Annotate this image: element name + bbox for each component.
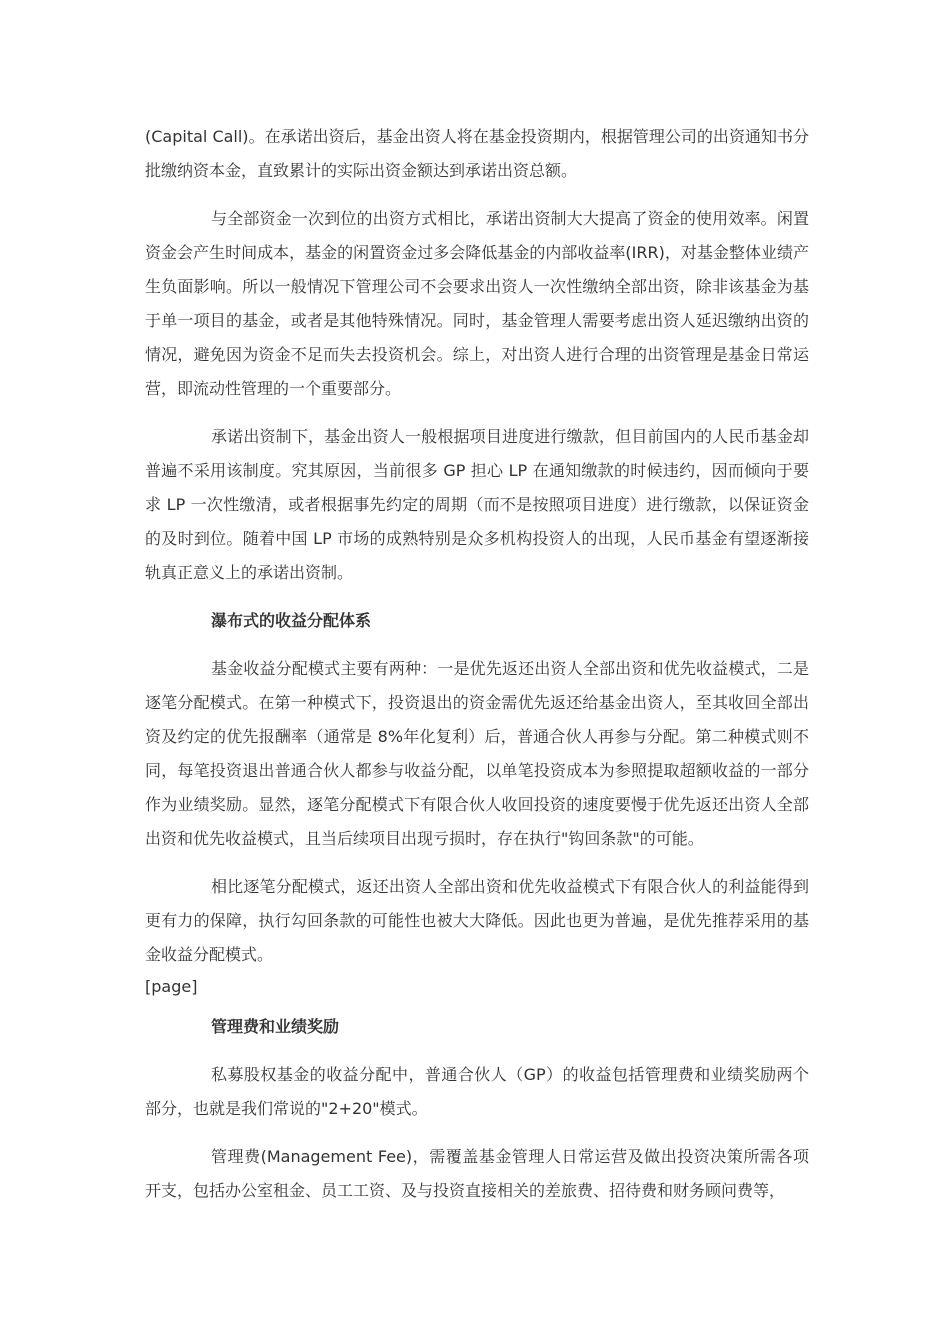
page-marker: [page] [145, 977, 198, 996]
document-page [145, 120, 809, 1208]
paragraph-gp-income: 私募股权基金的收益分配中，普通合伙人（GP）的收益包括管理费和业绩奖励两个部分，也就是我们常说的"2+20"模式。 [145, 1065, 809, 1118]
paragraph-efficiency: 与全部资金一次到位的出资方式相比，承诺出资制大大提高了资金的使用效率。闲置资金会产生时间成本，基金的闲置资金过多会降低基金的内部收益率(IRR)，对基金整体业绩产生负面影响。所以一般情况下管理公司不会要求出资人一次性缴纳全部出资，除非该基金为基于单一项目的基金，或者是其他特殊情况。同时，基金管理人需要考虑出资人延迟缴纳出资的情况，避免因为资金不足而失去投资机会。综上，对出资人进行合理的出资管理是基金日常运营，即流动性管理的一个重要部分。 [145, 209, 809, 398]
paragraph-rmb-funds: 承诺出资制下，基金出资人一般根据项目进度进行缴款，但目前国内的人民币基金却普遍不采用该制度。究其原因，当前很多 GP 担心 LP 在通知缴款的时候违约，因而倾向于要求 LP 一次性缴清，或者根据事先约定的周期（而不是按照项目进度）进行缴款，以保证资金的及时到位。随着中国 LP 市场的成熟特别是众多机构投资人的出现，人民币基金有望逐渐接轨真正意义上的承诺出资制。 [145, 427, 809, 582]
paragraph-capital-call: (Capital Call)。在承诺出资后，基金出资人将在基金投资期内，根据管理公司的出资通知书分批缴纳资本金，直致累计的实际出资金额达到承诺出资总额。 [145, 127, 809, 180]
section-heading-waterfall: 瀑布式的收益分配体系 [211, 611, 372, 630]
section-heading-fees: 管理费和业绩奖励 [211, 1017, 340, 1036]
paragraph-comparison: 相比逐笔分配模式，返还出资人全部出资和优先收益模式下有限合伙人的利益能得到更有力的保障，执行勾回条款的可能性也被大大降低。因此也更为普遍，是优先推荐采用的基金收益分配模式。 [145, 877, 809, 964]
paragraph-distribution-modes: 基金收益分配模式主要有两种：一是优先返还出资人全部出资和优先收益模式，二是逐笔分配模式。在第一种模式下，投资退出的资金需优先返还给基金出资人，至其收回全部出资及约定的优先报酬率（通常是 8%年化复利）后，普通合伙人再参与分配。第二种模式则不同，每笔投资退出普通合伙人都参与收益分配，以单笔投资成本为参照提取超额收益的一部分作为业绩奖励。显然，逐笔分配模式下有限合伙人收回投资的速度要慢于优先返还出资人全部出资和优先收益模式，且当后续项目出现亏损时，存在执行"钩回条款"的可能。 [145, 659, 809, 848]
paragraph-management-fee: 管理费(Management Fee)，需覆盖基金管理人日常运营及做出投资决策所需各项开支，包括办公室租金、员工工资、及与投资直接相关的差旅费、招待费和财务顾问费等， [145, 1147, 809, 1200]
